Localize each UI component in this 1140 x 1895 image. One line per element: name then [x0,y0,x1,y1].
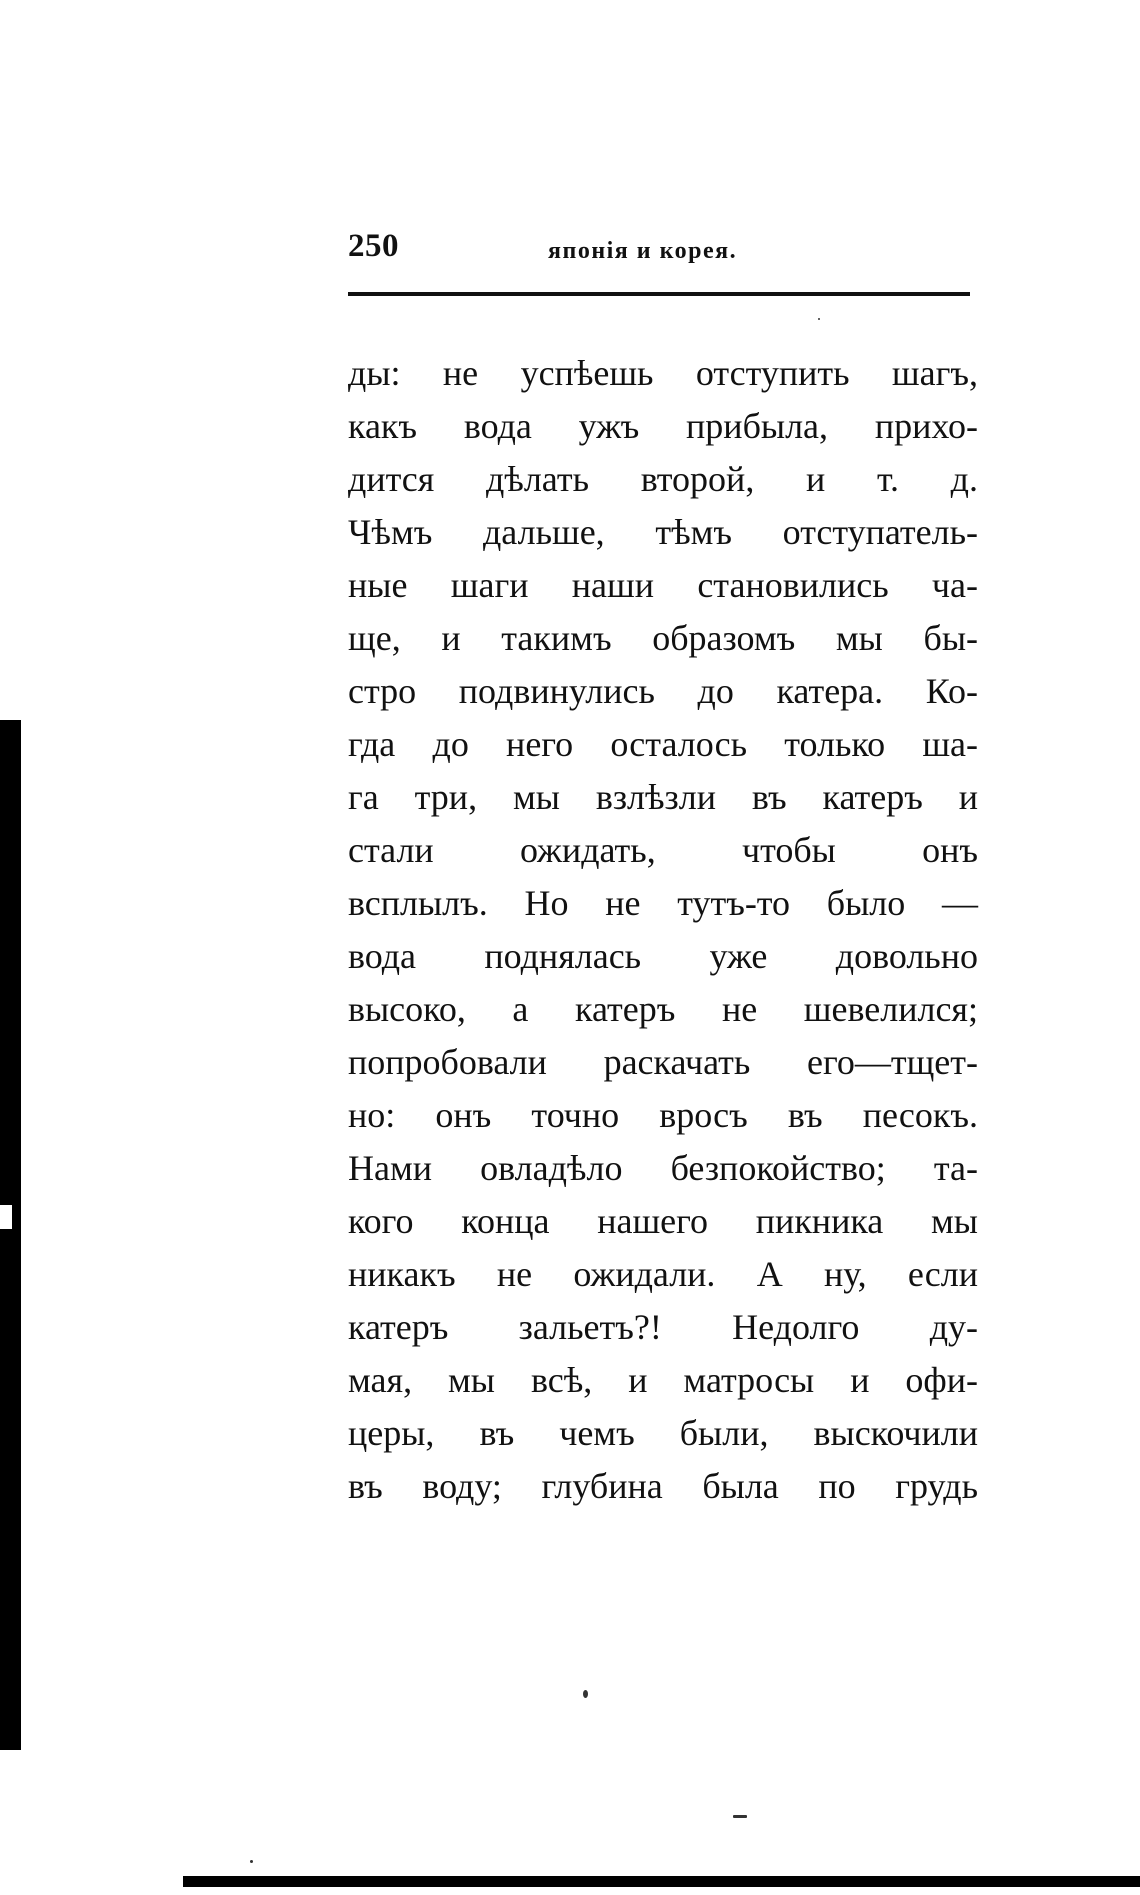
text-line: никакъ не ожидали. А ну, если [348,1254,978,1294]
text-line: стро подвинулись до катера. Ко- [348,671,978,711]
text-line: вода поднялась уже довольно [348,936,978,976]
scan-edge-bar [0,720,21,1750]
text-line: всплылъ. Но не тутъ-то было — [348,883,978,923]
text-line: гда до него осталось только ша- [348,724,978,764]
text-line: но: онъ точно вросъ въ песокъ. [348,1095,978,1135]
scan-speck [583,1690,588,1698]
text-line: катеръ зальетъ?! Недолго ду- [348,1307,978,1347]
text-line: какъ вода ужъ прибыла, прихо- [348,406,978,446]
text-line: стали ожидать, чтобы онъ [348,830,978,870]
text-line: мая, мы всѣ, и матросы и офи- [348,1360,978,1400]
body-text [348,347,978,1513]
text-line: церы, въ чемъ были, выскочили [348,1413,978,1453]
text-line: дится дѣлать второй, и т. д. [348,459,978,499]
scan-edge-notch [0,1205,12,1229]
text-line: въ воду; глубина была по грудь [348,1466,978,1506]
text-line: ды: не успѣешь отступить шагъ, [348,353,978,393]
page-number: 250 [348,228,399,264]
running-title: японія и корея. [548,238,738,264]
text-line: ще, и такимъ образомъ мы бы- [348,618,978,658]
scan-speck [250,1860,253,1863]
text-line: га три, мы взлѣзли въ катеръ и [348,777,978,817]
text-line: Нами овладѣло безпокойство; та- [348,1148,978,1188]
text-line: попробовали раскачать его—тщет- [348,1042,978,1082]
text-line: высоко, а катеръ не шевелился; [348,989,978,1029]
scan-bottom-edge [183,1876,1140,1887]
scan-speck [733,1815,747,1818]
text-line: ные шаги наши становились ча- [348,565,978,605]
text-line: кого конца нашего пикника мы [348,1201,978,1241]
header-rule [348,292,970,296]
page-header [348,228,970,278]
scan-speck [818,318,820,320]
text-line: Чѣмъ дальше, тѣмъ отступатель- [348,512,978,552]
